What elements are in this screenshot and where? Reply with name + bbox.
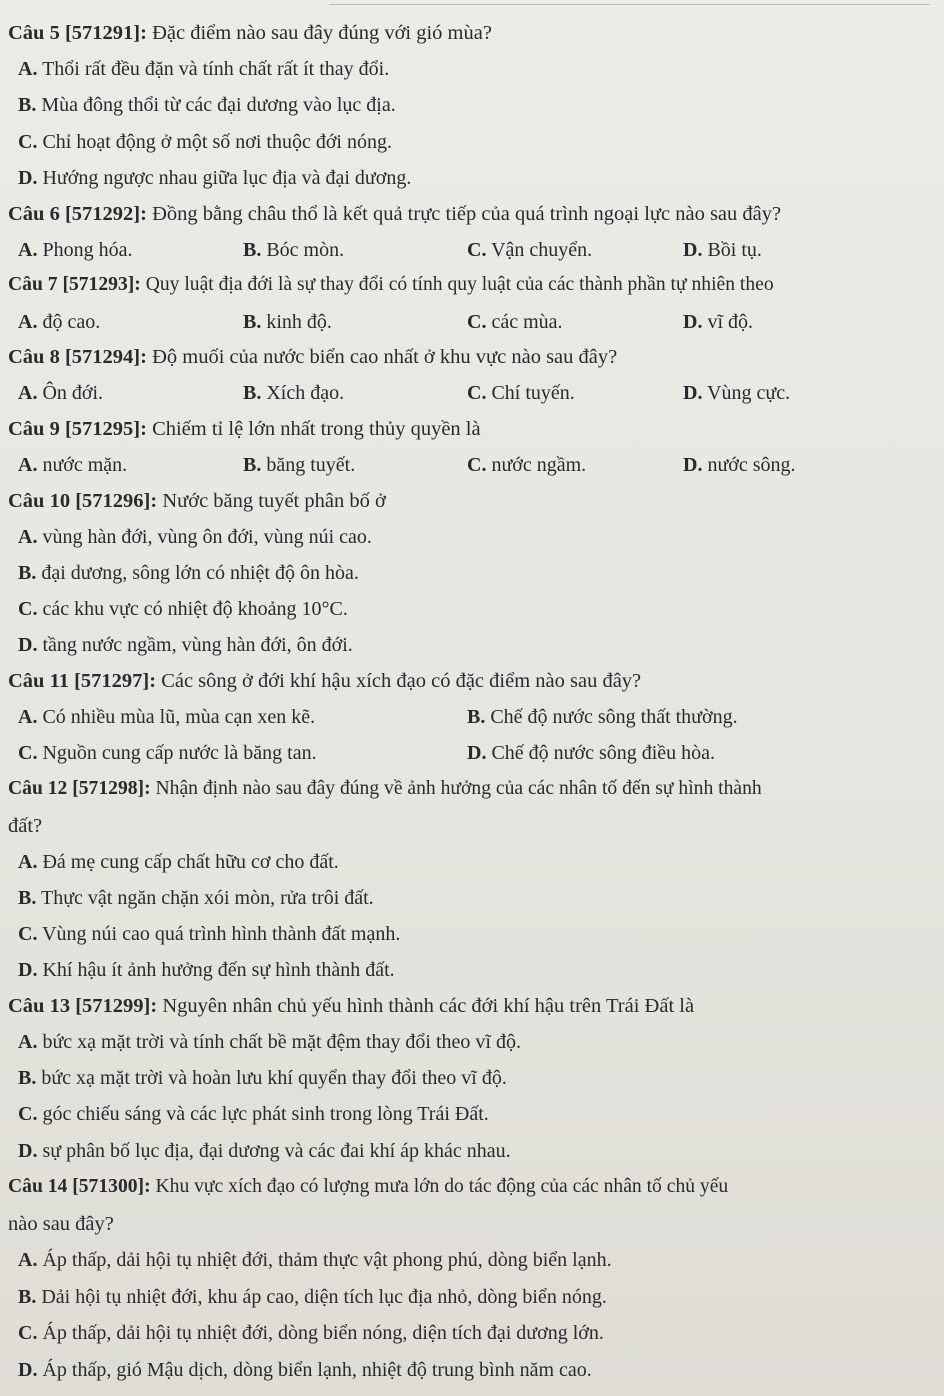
option-letter: D. xyxy=(683,239,703,261)
option-letter: A. xyxy=(18,454,38,476)
question-text: Độ muối của nước biển cao nhất ở khu vực nào sau đây? xyxy=(146,346,618,368)
option-text: độ cao. xyxy=(42,311,101,333)
question-text: Các sông ở đới khí hậu xích đạo có đặc điểm nào sau đây? xyxy=(156,670,642,692)
option-letter: D. xyxy=(18,1359,38,1381)
option-text: Xích đạo. xyxy=(266,382,345,404)
option-b xyxy=(467,705,738,729)
option-letter: A. xyxy=(18,706,38,728)
option-text: Nguồn cung cấp nước là băng tan. xyxy=(42,742,317,764)
option-b xyxy=(243,238,344,262)
option-d xyxy=(683,238,762,262)
option-letter: B. xyxy=(243,382,262,404)
question-label: Câu 9 [571295]: xyxy=(8,418,147,440)
option-text: đại dương, sông lớn có nhiệt độ ôn hòa. xyxy=(41,562,359,584)
question-14 xyxy=(8,1175,728,1199)
option-letter: D. xyxy=(467,742,487,764)
question-5 xyxy=(8,21,492,45)
option-letter: A. xyxy=(18,1249,38,1271)
option-d xyxy=(683,453,796,477)
option-text: bức xạ mặt trời và tính chất bề mặt đệm thay đổi theo vĩ độ. xyxy=(42,1031,521,1053)
option-letter: A. xyxy=(18,58,38,80)
option-d xyxy=(18,633,353,657)
option-letter: B. xyxy=(243,454,262,476)
option-d xyxy=(18,1139,511,1163)
option-d xyxy=(18,166,411,190)
option-b xyxy=(18,93,396,117)
option-text: băng tuyết. xyxy=(266,454,356,476)
question-12-continued: đất? xyxy=(8,815,43,837)
question-text: Nhận định nào sau đây đúng về ảnh hưởng của các nhân tố đến sự hình thành xyxy=(150,778,762,799)
option-b xyxy=(18,1066,507,1090)
option-text: nước ngầm. xyxy=(491,454,587,476)
option-b xyxy=(243,453,355,477)
option-letter: B. xyxy=(18,887,37,909)
question-label: Câu 12 [571298]: xyxy=(8,778,151,799)
option-text: Chỉ hoạt động ở một số nơi thuộc đới nóng. xyxy=(42,131,392,153)
option-letter: D. xyxy=(18,167,38,189)
option-a xyxy=(18,850,339,874)
option-text: Vùng cực. xyxy=(707,382,791,404)
option-c xyxy=(467,381,575,405)
question-label: Câu 7 [571293]: xyxy=(8,274,141,295)
option-letter: C. xyxy=(18,742,38,764)
option-text: vĩ độ. xyxy=(707,311,754,333)
option-text: Đá mẹ cung cấp chất hữu cơ cho đất. xyxy=(42,851,339,873)
option-text: nước mặn. xyxy=(42,454,128,476)
option-b xyxy=(18,561,359,585)
option-letter: C. xyxy=(18,598,38,620)
option-letter: A. xyxy=(18,526,38,548)
option-text: các khu vực có nhiệt độ khoảng 10°C. xyxy=(42,598,348,620)
option-text: Vùng núi cao quá trình hình thành đất mạnh. xyxy=(42,923,401,945)
option-a xyxy=(18,381,103,405)
option-a xyxy=(18,1248,612,1272)
option-a xyxy=(18,1030,521,1054)
option-letter: D. xyxy=(18,1140,38,1162)
option-text: tầng nước ngầm, vùng hàn đới, ôn đới. xyxy=(42,634,353,656)
option-text: Áp thấp, dải hội tụ nhiệt đới, thảm thực vật phong phú, dòng biển lạnh. xyxy=(42,1249,612,1271)
option-a xyxy=(18,525,372,549)
option-letter: A. xyxy=(18,311,38,333)
option-a xyxy=(18,453,127,477)
option-a xyxy=(18,705,315,729)
option-letter: C. xyxy=(18,1322,38,1344)
option-a xyxy=(18,310,100,334)
option-letter: A. xyxy=(18,239,38,261)
option-b xyxy=(18,1285,607,1309)
option-letter: B. xyxy=(18,1067,37,1089)
option-text: Chế độ nước sông thất thường. xyxy=(490,706,738,728)
option-c xyxy=(18,741,317,765)
question-text: Khu vực xích đạo có lượng mưa lớn do tác động của các nhân tố chủ yếu xyxy=(150,1176,729,1197)
option-c xyxy=(467,238,592,262)
option-text: Bồi tụ. xyxy=(707,239,762,261)
option-text: kinh độ. xyxy=(266,311,332,333)
option-letter: D. xyxy=(18,959,38,981)
option-text: Thổi rất đều đặn và tính chất rất ít thay đổi. xyxy=(42,58,390,80)
option-text: Áp thấp, gió Mậu dịch, dòng biển lạnh, nhiệt độ trung bình năm cao. xyxy=(42,1359,592,1381)
option-letter: C. xyxy=(18,131,38,153)
option-text: Mùa đông thổi từ các đại dương vào lục địa. xyxy=(41,94,396,116)
option-text: Bóc mòn. xyxy=(266,239,345,261)
option-letter: A. xyxy=(18,382,38,404)
option-text: Vận chuyển. xyxy=(491,239,593,261)
question-11 xyxy=(8,669,641,693)
option-letter: B. xyxy=(18,562,37,584)
option-letter: B. xyxy=(243,311,262,333)
option-letter: D. xyxy=(683,454,703,476)
question-text: Đặc điểm nào sau đây đúng với gió mùa? xyxy=(146,22,492,44)
option-letter: A. xyxy=(18,1031,38,1053)
option-text: sự phân bố lục địa, đại dương và các đai khí áp khác nhau. xyxy=(42,1140,511,1162)
question-13 xyxy=(8,994,694,1018)
option-c xyxy=(18,1321,604,1345)
question-label: Câu 13 [571299]: xyxy=(8,995,158,1017)
option-b xyxy=(243,310,332,334)
question-label: Câu 5 [571291]: xyxy=(8,22,147,44)
option-letter: B. xyxy=(18,94,37,116)
option-letter: D. xyxy=(683,382,703,404)
option-letter: C. xyxy=(467,239,487,261)
option-text: Áp thấp, dải hội tụ nhiệt đới, dòng biển nóng, diện tích đại dương lớn. xyxy=(42,1322,604,1344)
option-letter: C. xyxy=(467,311,487,333)
option-text: góc chiếu sáng và các lực phát sinh trong lòng Trái Đất. xyxy=(42,1103,489,1125)
question-label: Câu 10 [571296]: xyxy=(8,490,158,512)
question-text: Chiếm tỉ lệ lớn nhất trong thủy quyền là xyxy=(146,418,481,440)
question-10 xyxy=(8,489,386,513)
option-c xyxy=(18,1102,489,1126)
option-letter: D. xyxy=(18,634,38,656)
question-text: Nước băng tuyết phân bố ở xyxy=(157,490,386,512)
option-a xyxy=(18,57,389,81)
question-14-continued: nào sau đây? xyxy=(8,1213,114,1235)
option-c xyxy=(467,453,586,477)
question-text: Đồng bằng châu thổ là kết quả trực tiếp của quá trình ngoại lực nào sau đây? xyxy=(146,203,782,225)
option-letter: C. xyxy=(467,454,487,476)
option-text: Khí hậu ít ảnh hưởng đến sự hình thành đất. xyxy=(42,959,395,981)
option-text: Chí tuyến. xyxy=(491,382,575,404)
option-d xyxy=(467,741,715,765)
question-12 xyxy=(8,777,762,801)
question-7 xyxy=(8,273,774,297)
option-c xyxy=(18,130,392,154)
question-9 xyxy=(8,417,481,441)
option-text: Chế độ nước sông điều hòa. xyxy=(491,742,716,764)
option-letter: B. xyxy=(18,1286,37,1308)
option-a xyxy=(18,238,132,262)
option-text: vùng hàn đới, vùng ôn đới, vùng núi cao. xyxy=(42,526,372,548)
question-text: Quy luật địa đới là sự thay đổi có tính quy luật của các thành phần tự nhiên theo xyxy=(140,274,774,295)
option-b xyxy=(18,886,374,910)
option-text: nước sông. xyxy=(707,454,796,476)
option-text: Dải hội tụ nhiệt đới, khu áp cao, diện tích lục địa nhỏ, dòng biển nóng. xyxy=(41,1286,607,1308)
option-d xyxy=(18,958,395,982)
option-c xyxy=(18,922,400,946)
option-letter: C. xyxy=(467,382,487,404)
option-text: các mùa. xyxy=(491,311,563,333)
option-text: Hướng ngược nhau giữa lục địa và đại dương. xyxy=(42,167,412,189)
option-text: Ôn đới. xyxy=(42,382,104,404)
option-text: Có nhiều mùa lũ, mùa cạn xen kẽ. xyxy=(42,706,316,728)
option-letter: A. xyxy=(18,851,38,873)
option-d xyxy=(683,381,790,405)
question-label: Câu 14 [571300]: xyxy=(8,1176,151,1197)
option-b xyxy=(243,381,344,405)
question-label: Câu 8 [571294]: xyxy=(8,346,147,368)
question-label: Câu 6 [571292]: xyxy=(8,203,147,225)
option-c xyxy=(467,310,563,334)
option-letter: C. xyxy=(18,1103,38,1125)
option-letter: C. xyxy=(18,923,38,945)
option-letter: B. xyxy=(243,239,262,261)
option-d xyxy=(683,310,753,334)
question-text: Nguyên nhân chủ yếu hình thành các đới khí hậu trên Trái Đất là xyxy=(157,995,695,1017)
option-text: Phong hóa. xyxy=(42,239,133,261)
question-label: Câu 11 [571297]: xyxy=(8,670,157,692)
option-text: Thực vật ngăn chặn xói mòn, rửa trôi đất. xyxy=(40,887,374,909)
question-6 xyxy=(8,202,781,226)
top-rule xyxy=(330,4,930,5)
option-letter: D. xyxy=(683,311,703,333)
option-d xyxy=(18,1358,592,1382)
option-letter: B. xyxy=(467,706,486,728)
question-8 xyxy=(8,345,617,369)
option-c xyxy=(18,597,348,621)
option-text: bức xạ mặt trời và hoàn lưu khí quyển thay đổi theo vĩ độ. xyxy=(41,1067,507,1089)
